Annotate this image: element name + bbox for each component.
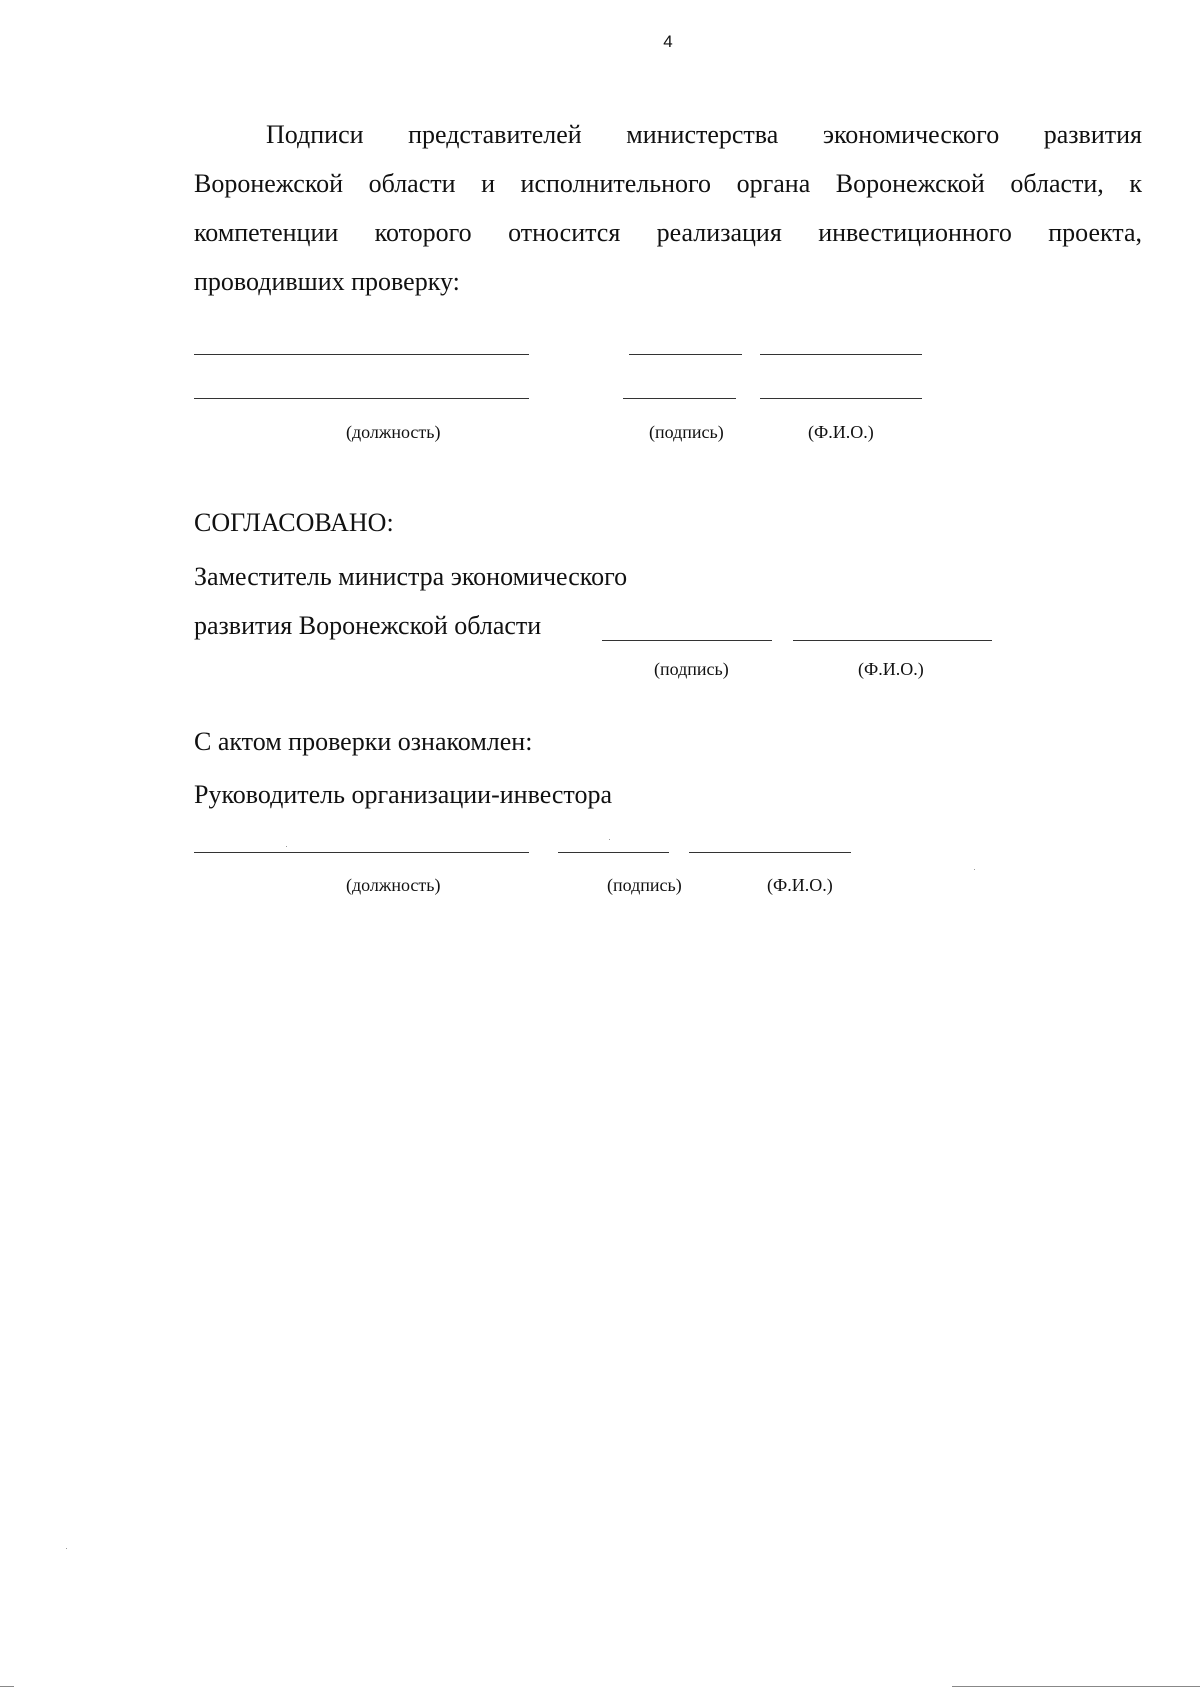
acknowledgement-heading: С актом проверки ознакомлен: [194,727,533,756]
full-name-line-1 [760,354,922,355]
signature-caption: (подпись) [649,422,724,442]
position-caption: (должность) [346,422,441,442]
investor-full-name-line [689,852,851,853]
investor-signature-line [558,852,669,853]
investor-role: Руководитель организации-инвестора [194,780,612,809]
approval-heading: СОГЛАСОВАНО: [194,508,394,537]
scan-speck [974,869,975,870]
position-line-2 [194,398,529,399]
full-name-line-2 [760,398,922,399]
scan-edge-mark [952,1686,1200,1687]
investor-signature-caption: (подпись) [607,875,682,895]
scan-speck [286,846,287,847]
scan-speck [66,1548,67,1549]
scan-speck [609,839,610,840]
scan-edge-mark [0,1686,14,1687]
signature-line-1 [629,354,742,355]
full-name-caption: (Ф.И.О.) [808,422,874,442]
approval-official-line-1: Заместитель министра экономического [194,562,628,591]
approval-official-line-2: развития Воронежской области [194,611,542,640]
investor-position-caption: (должность) [346,875,441,895]
position-line-1 [194,354,529,355]
approval-signature-caption: (подпись) [654,659,729,679]
approval-signature-line [602,640,772,641]
signature-line-2 [623,398,736,399]
inspection-signatures-paragraph: Подписи представителей министерства экономического развития Воронежской области и исполнительного органа Воронежской области, к компетенции которого относится реализация инвестиционного проекта, проводивших проверку: [194,120,1142,296]
approval-full-name-caption: (Ф.И.О.) [858,659,924,679]
approval-full-name-line [793,640,992,641]
page-number: 4 [663,32,673,51]
investor-full-name-caption: (Ф.И.О.) [767,875,833,895]
investor-position-line [194,852,529,853]
